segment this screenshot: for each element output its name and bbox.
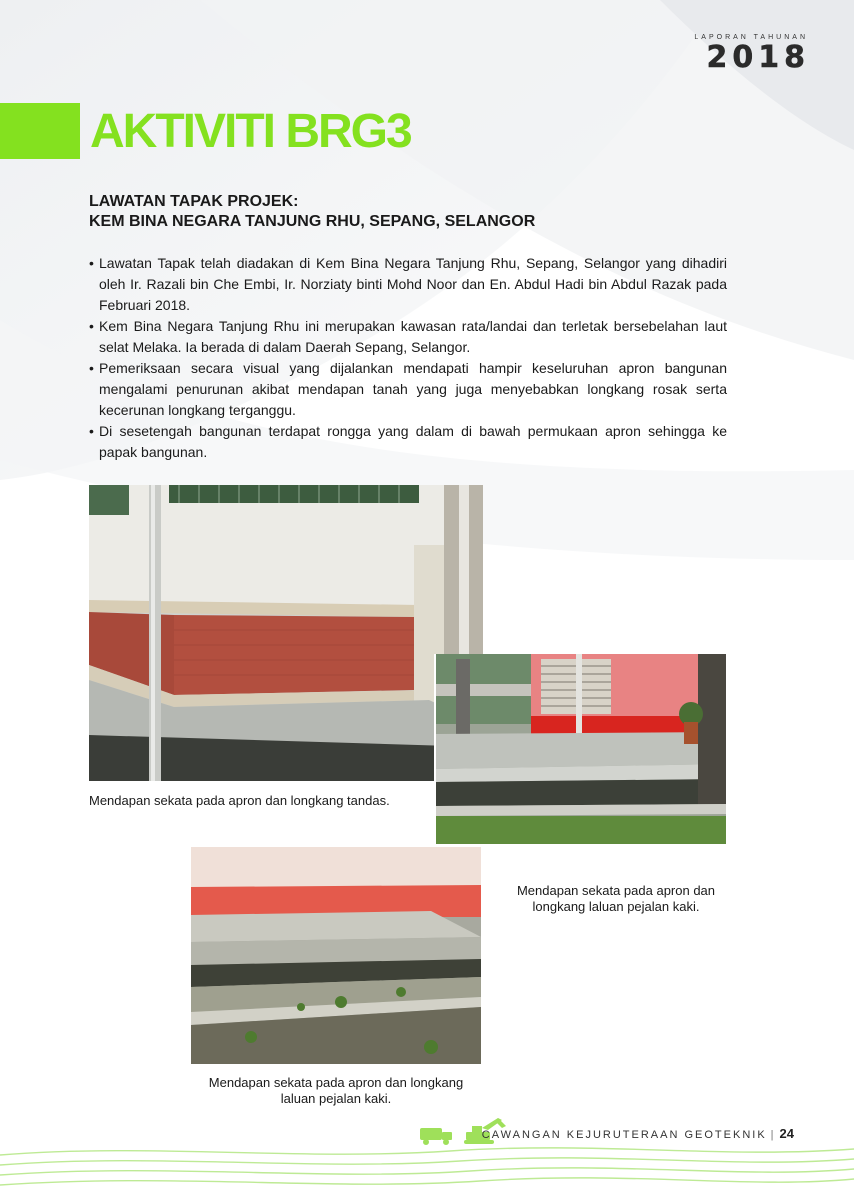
report-label: LAPORAN TAHUNAN xyxy=(694,34,808,41)
title-accent-block xyxy=(0,103,80,159)
footer-department-name: CAWANGAN KEJURUTERAAN GEOTEKNIK xyxy=(481,1129,767,1141)
photo-apron-toilet-drain xyxy=(89,485,483,781)
caption-photo2 xyxy=(486,883,746,915)
caption-photo2-line2: longkang laluan pejalan kaki. xyxy=(532,899,700,914)
caption-photo1: Mendapan sekata pada apron dan longkang tandas. xyxy=(89,793,390,808)
photo-apron-walkway-drain xyxy=(436,654,726,844)
page-number: 24 xyxy=(779,1126,794,1141)
section-heading xyxy=(89,192,749,232)
footer-separator: | xyxy=(770,1129,776,1141)
report-year: 2018 xyxy=(706,40,810,75)
bullet-item: • Pemeriksaan secara visual yang dijalankan mendapati hampir keseluruhan apron bangunan mengalami penurunan akibat mendapan tanah yang juga menyebabkan longkang rosak serta kecerunan longkang terganggu. xyxy=(89,358,727,421)
bullet-item: • Kem Bina Negara Tanjung Rhu ini merupakan kawasan rata/landai dan terletak bersebelahan laut selat Melaka. Ia berada di dalam Daerah Sepang, Selangor. xyxy=(89,316,727,358)
caption-photo3 xyxy=(191,1075,481,1107)
section-heading-line1: LAWATAN TAPAK PROJEK: xyxy=(89,193,299,210)
section-heading-line2: KEM BINA NEGARA TANJUNG RHU, SEPANG, SELANGOR xyxy=(89,213,536,230)
caption-photo2-line1: Mendapan sekata pada apron dan xyxy=(516,883,716,898)
bullet-item: • Di sesetengah bangunan terdapat rongga yang dalam di bawah permukaan apron sehingga ke papak bangunan. xyxy=(89,421,727,463)
bullet-list xyxy=(89,253,727,463)
page-title: AKTIVITI BRG3 xyxy=(90,105,411,158)
bullet-item: • Lawatan Tapak telah diadakan di Kem Bina Negara Tanjung Rhu, Sepang, Selangor yang dihadiri oleh Ir. Razali bin Che Embi, Ir. Norziaty binti Mohd Noor dan En. Abdul Hadi bin Abdul Razak pada Februari 2018. xyxy=(89,253,727,316)
footer-department xyxy=(482,1126,794,1141)
photo-apron-walkway-closeup xyxy=(191,847,481,1064)
caption-photo3-line2: laluan pejalan kaki. xyxy=(280,1091,392,1106)
caption-photo3-line1: Mendapan sekata pada apron dan longkang xyxy=(208,1075,464,1090)
